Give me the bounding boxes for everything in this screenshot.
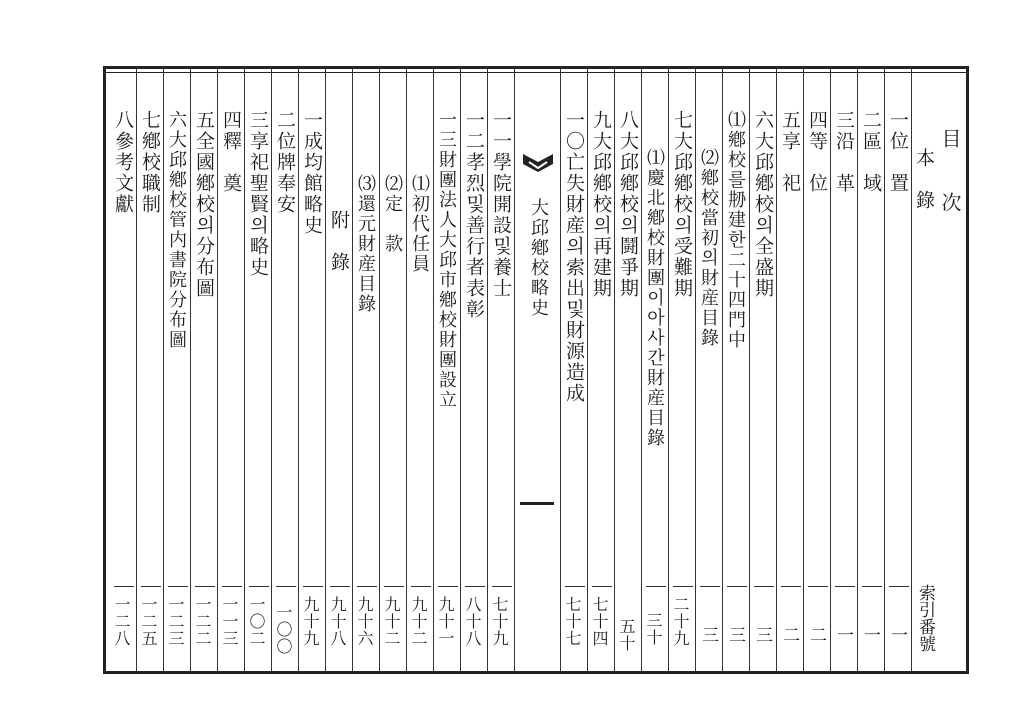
toc-entry-text: 本 錄 (913, 148, 935, 211)
toc-entry-page: 九十九 (301, 596, 320, 647)
toc-entry-page: 七十七 (563, 596, 582, 647)
toc-entry-page: 三 (752, 626, 772, 644)
index-header: 索引番號 (915, 584, 935, 652)
toc-entry-page: 二十九 (671, 596, 690, 647)
toc-entry-text: ⑴慶北鄕校財團이아사간財産目錄 (644, 148, 665, 448)
toc-entry-page: 一二三 (166, 596, 185, 647)
toc-entry-page: 一二二 (193, 596, 212, 647)
ornament-rule (520, 502, 554, 505)
toc-entry-text: 四等 位 (806, 110, 828, 194)
toc-entry-text: 二位牌奉安 (274, 110, 296, 215)
toc-entry-text: 一成均館略史 (301, 110, 323, 236)
toc-entry-page: 一 (860, 626, 880, 644)
toc-entry-page: 二 (806, 626, 826, 644)
toc-entry-text: ⑴初代任員 (409, 174, 430, 274)
toc-entry-page: 七十九 (490, 596, 509, 647)
toc-entry-text: 六大邱鄕校管内書院分布圖 (166, 110, 187, 350)
toc-entry-text: 八大邱鄕校의鬪爭期 (617, 110, 639, 299)
toc-entry-page: 三 (725, 626, 745, 644)
toc-entry-text: 一一學院開設및養士 (490, 110, 512, 299)
toc-entry-text: 三沿 革 (833, 110, 855, 194)
ornament-icon (521, 150, 555, 194)
toc-entry-page: 一一三 (220, 596, 239, 647)
toc-entry-page: 八十八 (463, 596, 482, 647)
toc-entry-text: 一〇亡失財産의索出및財源造成 (563, 110, 585, 404)
toc-entry-page: 九十八 (328, 596, 347, 647)
toc-entry-page: 一 (887, 626, 907, 644)
toc-entry-page: 九十一 (436, 596, 455, 647)
toc-entry-page: 一〇二 (247, 596, 266, 647)
toc-entry-page: 九十二 (409, 596, 428, 647)
toc-entry-page: 一 (833, 626, 853, 644)
toc-header: 目 次 (938, 128, 962, 222)
toc-entry-text: ⑵鄕校當初의財産目錄 (698, 148, 719, 348)
toc-entry-text: 六大邱鄕校의全盛期 (752, 110, 774, 299)
frame-inner-rule (103, 72, 969, 73)
toc-entry-text: 五享 祀 (779, 110, 801, 194)
toc-entry-page: 三 (698, 626, 718, 644)
toc-entry-text: 七大邱鄕校의受難期 (671, 110, 693, 299)
toc-entry-text: 五全國鄕校의分布圖 (193, 110, 215, 299)
toc-entry-page: 一二五 (139, 596, 158, 647)
toc-entry-text: 三享祀聖賢의略史 (247, 110, 269, 278)
toc-entry-text: 四釋 奠 (220, 110, 242, 194)
toc-entry-text: 八參考文獻 (112, 110, 134, 215)
section-heading: 大邱鄕校略史 (528, 198, 549, 318)
toc-entry-text: ⑴鄕校를刱建한二十四門中 (725, 110, 746, 350)
toc-entry-text: 附 錄 (328, 210, 350, 273)
toc-entry-page: 三十 (644, 612, 663, 646)
toc-entry-page: 五十 (617, 618, 636, 652)
toc-entry-page: 一二八 (112, 596, 131, 647)
toc-entry-text: 一位 置 (887, 110, 909, 194)
toc-entry-page: 七十四 (590, 596, 609, 647)
toc-entry-text: 七鄕校職制 (139, 110, 161, 215)
toc-entry-page: 二 (779, 626, 799, 644)
toc-entry-page: 九十二 (382, 596, 401, 647)
toc-entry-text: 二區 域 (860, 110, 882, 194)
toc-entry-page: 九十六 (355, 596, 374, 647)
toc-entry-text: ⑵定 款 (382, 174, 403, 254)
toc-entry-text: 一三財團法人大邱市鄕校財團設立 (436, 110, 457, 410)
toc-entry-text: 一二孝烈및善行者表彰 (463, 110, 485, 320)
toc-entry-page: 一〇〇 (274, 604, 293, 655)
toc-entry-text: 九大邱鄕校의再建期 (590, 110, 612, 299)
toc-entry-text: ⑶還元財産目錄 (355, 174, 376, 314)
